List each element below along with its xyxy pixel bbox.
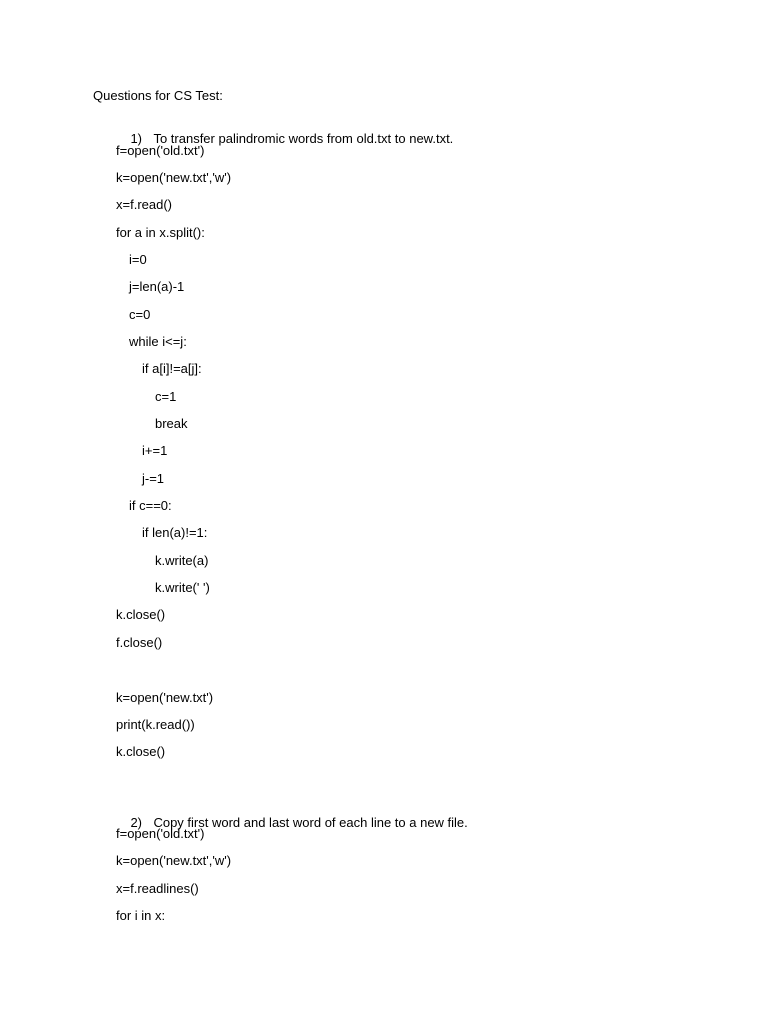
- code-line: for i in x:: [116, 908, 166, 923]
- question-1-text: To transfer palindromic words from old.txt to new.txt.: [153, 131, 454, 146]
- code-line: f.close(): [116, 635, 163, 650]
- code-line: print(k.read()): [116, 717, 195, 732]
- code-line: k=open('new.txt','w'): [116, 170, 232, 185]
- code-line: x=f.read(): [116, 197, 172, 212]
- code-line: k=open('new.txt','w'): [116, 853, 232, 868]
- code-line: f=open('old.txt'): [116, 826, 205, 841]
- question-2-text: Copy first word and last word of each line to a new file.: [153, 815, 468, 830]
- code-line: k.close(): [116, 607, 166, 622]
- code-line: k.write(a): [155, 553, 209, 568]
- code-line: c=0: [129, 307, 151, 322]
- code-line: k.write(' '): [155, 580, 210, 595]
- question-1-heading: [116, 115, 454, 146]
- code-line: if c==0:: [129, 498, 172, 513]
- question-2-number: 2): [130, 815, 143, 830]
- code-line: break: [155, 416, 188, 431]
- code-line: f=open('old.txt'): [116, 143, 205, 158]
- code-line: j=len(a)-1: [129, 279, 185, 294]
- code-line: for a in x.split():: [116, 225, 205, 240]
- code-line: if len(a)!=1:: [142, 525, 208, 540]
- code-line: i=0: [129, 252, 147, 267]
- code-line: if a[i]!=a[j]:: [142, 361, 202, 376]
- question-2-heading: [116, 799, 468, 830]
- code-line: k=open('new.txt'): [116, 690, 214, 705]
- code-line: c=1: [155, 389, 177, 404]
- code-line: k.close(): [116, 744, 166, 759]
- code-line: while i<=j:: [129, 334, 187, 349]
- document-title: Questions for CS Test:: [93, 88, 223, 103]
- question-1-number: 1): [130, 131, 143, 146]
- code-line: i+=1: [142, 443, 168, 458]
- code-line: j-=1: [142, 471, 165, 486]
- code-line: x=f.readlines(): [116, 881, 199, 896]
